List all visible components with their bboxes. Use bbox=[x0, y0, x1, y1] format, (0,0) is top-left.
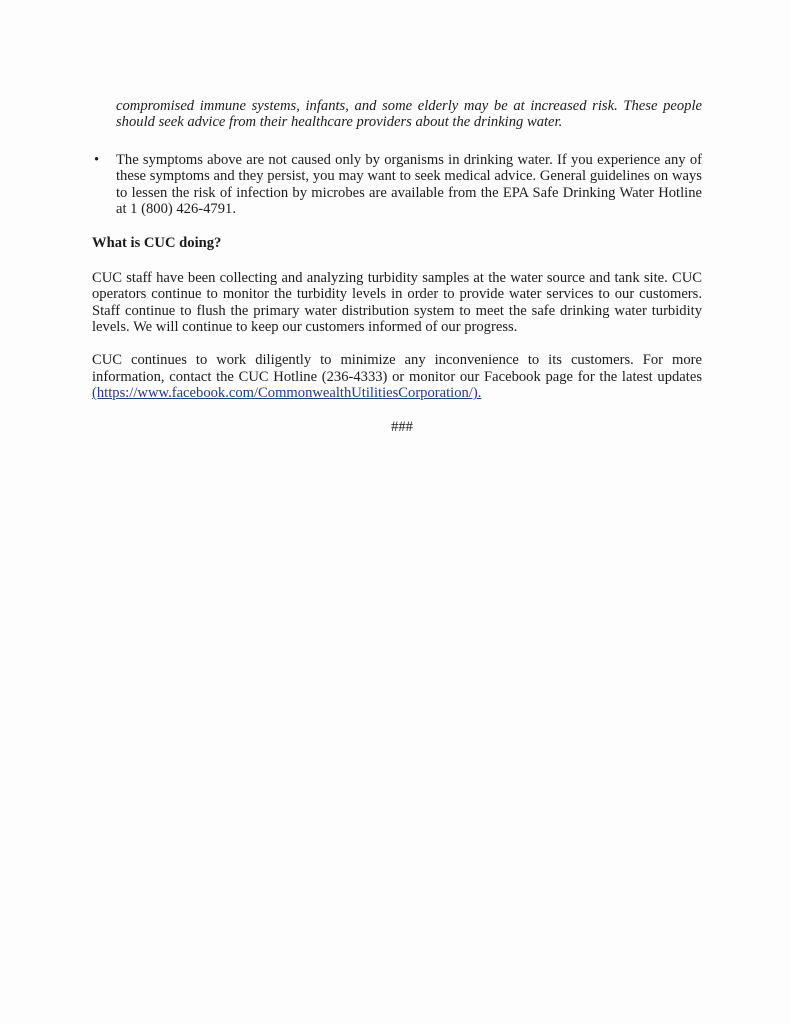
bullet-symptoms bbox=[92, 152, 702, 218]
risk-advisory-continuation: compromised immune systems, infants, and some elderly may be at increased risk. These people should seek advice from their healthcare providers about the drinking water. bbox=[116, 98, 702, 131]
cuc-contact-text: CUC continues to work diligently to minimize any inconvenience to its customers. For more information, contact the CUC Hotline (236-4333) or monitor our Facebook page for the latest updates bbox=[92, 352, 702, 385]
cuc-contact-paragraph bbox=[92, 352, 702, 401]
bullet-symptoms-text: The symptoms above are not caused only by organisms in drinking water. If you experience any of these symptoms and they persist, you may want to seek medical advice. General guidelines on ways to lessen the risk of infection by microbes are available from the EPA Safe Drinking Water Hotline at 1 (800) 426-4791. bbox=[116, 151, 702, 218]
end-of-release-mark: ### bbox=[391, 418, 413, 435]
section-heading: What is CUC doing? bbox=[92, 235, 222, 252]
facebook-link[interactable]: (https://www.facebook.com/CommonwealthUtilitiesCorporation/). bbox=[92, 385, 482, 402]
document-body bbox=[92, 98, 702, 435]
cuc-actions-paragraph: CUC staff have been collecting and analyzing turbidity samples at the water source and tank site. CUC operators continue to monitor the turbidity levels in order to provide water services to our customers. Staff continue to flush the primary water distribution system to meet the safe drinking water turbidity levels. We will continue to keep our customers informed of our progress. bbox=[92, 269, 702, 336]
bullet-list bbox=[92, 152, 702, 218]
bullet-dot-icon: • bbox=[94, 151, 100, 168]
